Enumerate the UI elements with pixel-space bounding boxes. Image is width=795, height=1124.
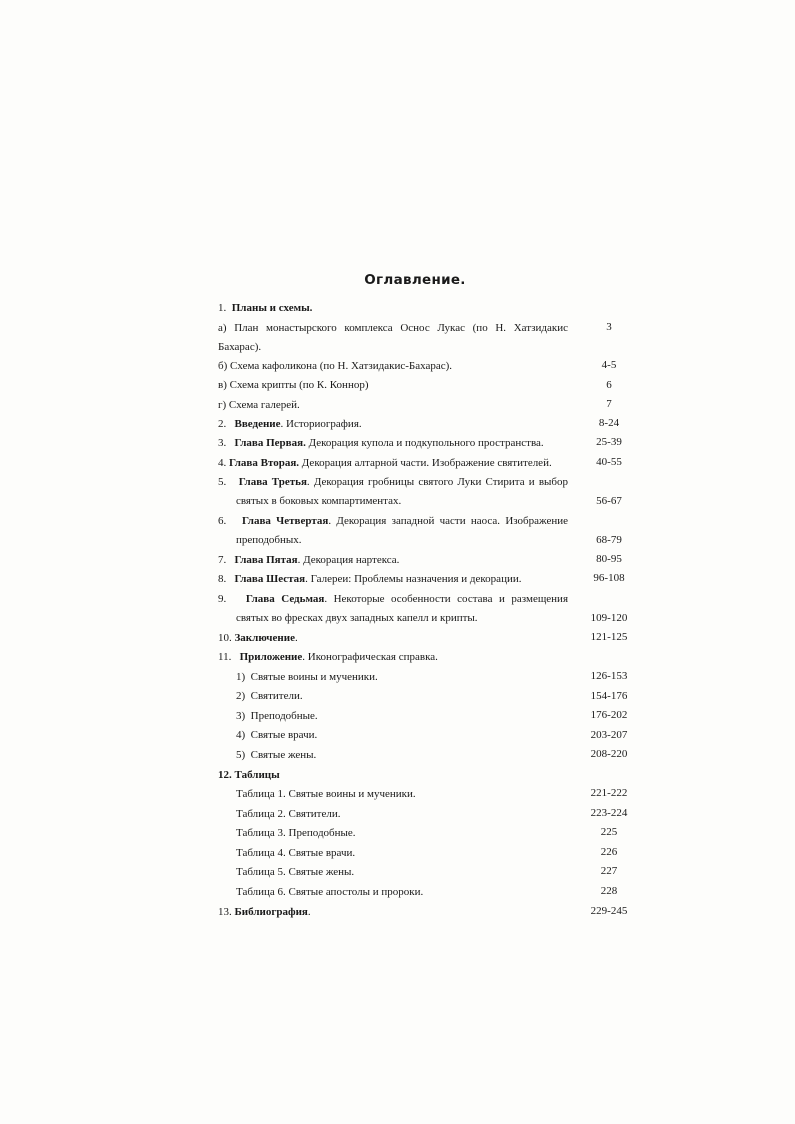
- item-number: 2): [236, 690, 246, 702]
- toc-entry-v: в) Схема крипты (по К. Коннор): [218, 379, 369, 391]
- toc-entry-9: [218, 592, 568, 606]
- toc-entry-5-line2: святых в боковых компартиментах.: [236, 495, 402, 507]
- entry-text: . Историография.: [280, 418, 362, 430]
- page-number: 126-153: [590, 670, 628, 682]
- entry-title: Глава Третья: [238, 476, 307, 488]
- entry-number: 9.: [218, 593, 227, 605]
- toc-entry-11: [218, 650, 438, 664]
- page-number: 154-176: [590, 690, 628, 702]
- page-number: 25-39: [596, 436, 622, 448]
- toc-entry-6: [218, 514, 568, 528]
- item-text: Святые жены.: [250, 749, 317, 761]
- page-number: 109-120: [590, 612, 628, 624]
- toc-entry-8: [218, 572, 521, 586]
- item-text: Преподобные.: [250, 710, 318, 722]
- entry-title: Глава Шестая: [234, 573, 306, 585]
- appendix-item: [236, 748, 316, 762]
- page-number: 4-5: [601, 359, 617, 371]
- toc-entry-12: [218, 768, 280, 782]
- page-number: 208-220: [590, 748, 628, 760]
- entry-number: 3.: [218, 437, 227, 449]
- page-title: Оглавление.: [364, 272, 466, 288]
- entry-text: . Галереи: Проблемы назначения и декорации.: [305, 573, 522, 585]
- entry-text: . Некоторые особенности состава и размещения: [324, 593, 569, 605]
- entry-number: 11.: [218, 651, 232, 663]
- entry-title: Глава Пятая: [234, 554, 298, 566]
- toc-entry-6-line2: преподобных.: [236, 534, 302, 546]
- entry-title: Глава Первая.: [234, 437, 306, 449]
- entry-text: . Декорация нартекса.: [297, 554, 400, 566]
- entry-text: .: [294, 632, 298, 644]
- entry-title: Глава Четвертая: [242, 515, 329, 527]
- page-number: 96-108: [593, 572, 625, 584]
- page-number: 56-67: [596, 495, 622, 507]
- entry-number: 10.: [218, 632, 232, 644]
- entry-title: Библиография: [234, 906, 308, 918]
- toc-entry-a: а) План монастырского комплекса Оснос Лукас (по Н. Хатзидакис: [218, 322, 568, 334]
- entry-text: Декорация купола и подкупольного пространства.: [305, 437, 544, 449]
- page-number: 3: [606, 321, 612, 333]
- toc-entry-7: [218, 553, 399, 567]
- page-number: 223-224: [590, 807, 628, 819]
- entry-title: Приложение: [239, 651, 303, 663]
- entry-title: Заключение: [234, 632, 295, 644]
- appendix-item: [236, 709, 318, 723]
- page-number: 229-245: [590, 905, 628, 917]
- page-number: 176-202: [590, 709, 628, 721]
- item-number: 5): [236, 749, 246, 761]
- item-text: Святители.: [250, 690, 303, 702]
- toc-entry-4: [218, 456, 552, 470]
- table-item: Таблица 4. Святые врачи.: [236, 847, 356, 859]
- entry-text: . Декорация гробницы святого Луки Стирита и выбор: [306, 476, 569, 488]
- entry-title: 12. Таблицы: [218, 769, 280, 781]
- item-number: 4): [236, 729, 246, 741]
- entry-text: .: [307, 906, 311, 918]
- toc-entry-10: [218, 631, 298, 645]
- entry-number: 5.: [218, 476, 227, 488]
- page-number: 228: [600, 885, 618, 897]
- item-number: 1): [236, 671, 246, 683]
- item-number: 3): [236, 710, 246, 722]
- page-number: 6: [606, 379, 612, 391]
- entry-number: 7.: [218, 554, 227, 566]
- page-number: 40-55: [596, 456, 622, 468]
- page-number: 8-24: [598, 417, 620, 429]
- entry-text: Декорация алтарной части. Изображение святителей.: [299, 457, 552, 469]
- item-text: Святые врачи.: [250, 729, 318, 741]
- toc-entry-9-line2: святых во фресках двух западных капелл и крипты.: [236, 612, 478, 624]
- appendix-item: [236, 728, 317, 742]
- entry-title: Введение: [234, 418, 281, 430]
- table-item: Таблица 1. Святые воины и мученики.: [236, 788, 416, 800]
- page-number: 7: [606, 398, 612, 410]
- table-item: Таблица 5. Святые жены.: [236, 866, 355, 878]
- toc-entry-g: г) Схема галерей.: [218, 399, 300, 411]
- item-text: Святые воины и мученики.: [250, 671, 378, 683]
- page-number: 121-125: [590, 631, 628, 643]
- page-number: 225: [600, 826, 618, 838]
- toc-entry-13: [218, 905, 311, 919]
- table-item: Таблица 3. Преподобные.: [236, 827, 356, 839]
- entry-title: Планы и схемы.: [231, 302, 313, 314]
- entry-number: 1.: [218, 302, 227, 314]
- entry-number: 13.: [218, 906, 232, 918]
- entry-text: . Иконографическая справка.: [302, 651, 438, 663]
- toc-entry-2: [218, 417, 362, 431]
- toc-entry-a-line2: Бахарас).: [218, 341, 262, 353]
- entry-title: Глава Вторая.: [229, 457, 300, 469]
- table-item: Таблица 6. Святые апостолы и пророки.: [236, 886, 424, 898]
- entry-number: 8.: [218, 573, 227, 585]
- toc-entry-5: [218, 475, 568, 489]
- entry-text: . Декорация западной части наоса. Изображение: [328, 515, 569, 527]
- toc-entry-b: б) Схема кафоликона (по Н. Хатзидакис-Бахарас).: [218, 360, 453, 372]
- page-number: 227: [600, 865, 618, 877]
- toc-entry-3: [218, 436, 544, 450]
- page-number: 221-222: [590, 787, 628, 799]
- entry-title: Глава Седьмая: [245, 593, 325, 605]
- page-number: 226: [600, 846, 618, 858]
- page-number: 80-95: [596, 553, 622, 565]
- appendix-item: [236, 670, 378, 684]
- page-number: 203-207: [590, 729, 628, 741]
- table-item: Таблица 2. Святители.: [236, 808, 341, 820]
- toc-entry-1: [218, 301, 312, 315]
- appendix-item: [236, 689, 303, 703]
- page-number: 68-79: [596, 534, 622, 546]
- entry-number: 6.: [218, 515, 227, 527]
- entry-number: 4.: [218, 457, 227, 469]
- entry-number: 2.: [218, 418, 227, 430]
